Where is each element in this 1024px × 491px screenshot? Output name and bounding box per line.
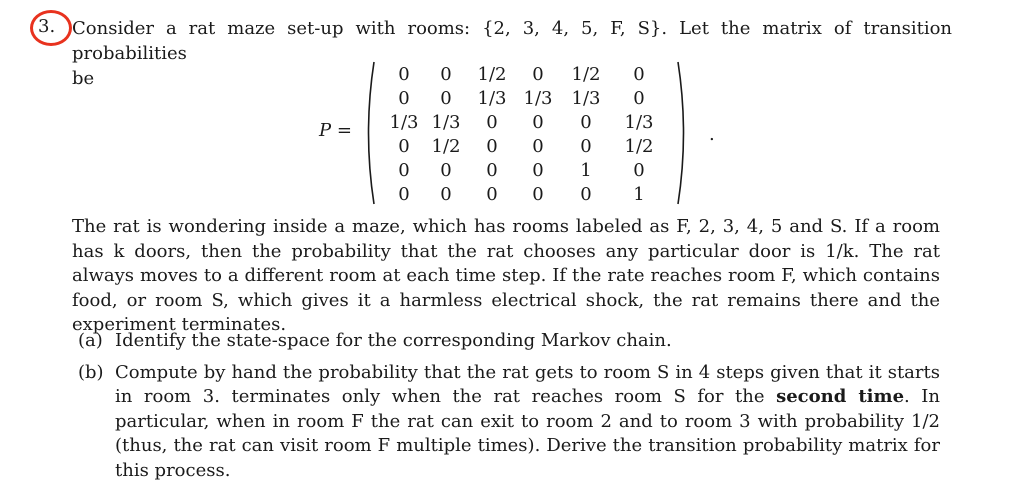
matrix-cell: 0 [633,159,645,181]
right-bracket [676,60,690,206]
part-a-text: Identify the state-space for the corresponding Markov chain. [115,330,672,351]
matrix-cell: 1/2 [624,135,654,157]
matrix-cell: 0 [580,135,592,157]
part-b [78,361,940,484]
matrix-cell: 0 [486,135,498,157]
question-parts [78,329,940,491]
part-b-label: (b) [78,361,104,383]
part-b-text-end: . In particular, when in room F the rat can exit to room 2 and to room 3 with probability 1/2 (thus, the rat can visit room F multiple times). Derive the transition probability matrix for this process. [115,386,940,481]
matrix-cell: 1/2 [431,135,461,157]
matrix-cell: 0 [580,111,592,133]
matrix-cell: 0 [440,183,452,205]
matrix-cell: 0 [398,159,410,181]
part-b-text-start: Compute by hand the probability that the rat gets to room S in 4 steps given that it starts in room 3. terminates only when the rat reaches room S for the [115,361,940,408]
matrix-cell: 0 [398,183,410,205]
matrix-entries [384,62,670,206]
matrix-cell: 0 [440,87,452,109]
intro-line-1: Consider a rat maze set-up with rooms: {2, 3, 4, 5, F, S}. Let the matrix of transition probabilities [72,18,952,64]
matrix-cell: 0 [580,183,592,205]
matrix-cell: 0 [532,159,544,181]
matrix-cell: 0 [398,63,410,85]
matrix-cell: 1/3 [389,111,419,133]
matrix-cell: 1/3 [624,111,654,133]
problem-description: The rat is wondering inside a maze, which has rooms labeled as F, 2, 3, 4, 5 and S. If a room has k doors, then the probability that the rat chooses any particular door is 1/k. The rat always moves to a different room at each time step. If the rate reaches room F, which contains food, or room S, which gives it a harmless electrical shock, the rat remains there and the experiment terminates. [72,216,940,336]
matrix-cell: 0 [633,87,645,109]
question-number-marker [30,10,70,44]
matrix-cell: 0 [398,87,410,109]
matrix-cell: 1/2 [477,63,507,85]
matrix-label [319,120,352,141]
matrix-cell: 0 [633,63,645,85]
matrix-cell: 0 [486,111,498,133]
matrix-period: . [709,124,715,145]
matrix-cell: 1/3 [477,87,507,109]
part-a-label: (a) [78,330,103,351]
matrix-cell: 0 [532,63,544,85]
matrix-cell: 1/3 [571,87,601,109]
matrix-cell: 1/3 [431,111,461,133]
matrix-cell: 0 [398,135,410,157]
matrix-cell: 0 [532,111,544,133]
matrix-cell: 0 [440,63,452,85]
question-number: 3. [38,16,56,37]
matrix-cell: 0 [486,183,498,205]
transition-matrix [362,60,692,206]
matrix-cell: 0 [532,135,544,157]
matrix-cell: 1/3 [523,87,553,109]
matrix-cell: 1 [580,159,592,181]
matrix-cell: 1/2 [571,63,601,85]
matrix-symbol: P [319,120,332,141]
matrix-cell: 0 [532,183,544,205]
part-b-bold: second time [776,386,905,408]
matrix-equals: = [336,120,352,141]
matrix-cell: 0 [486,159,498,181]
part-a [78,329,940,354]
intro-line-2: be [72,68,95,89]
matrix-cell: 1 [633,183,645,205]
left-bracket [362,60,376,206]
matrix-cell: 0 [440,159,452,181]
part-b-text [115,361,940,484]
